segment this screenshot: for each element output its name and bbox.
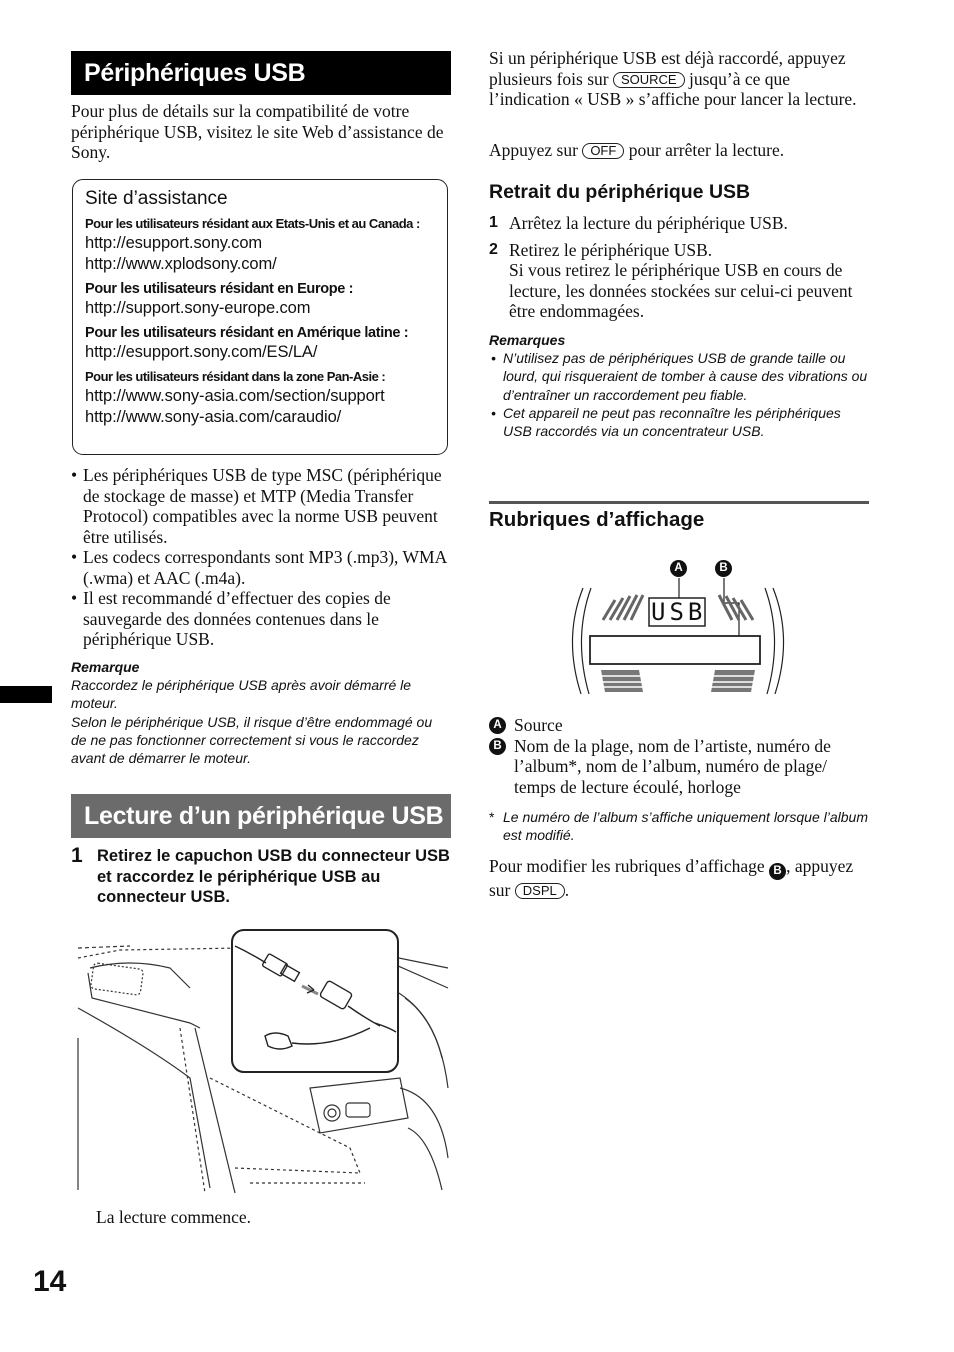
off-paragraph-text-end: pour arrêter la lecture. [628,140,785,160]
remarques-list [489,349,871,440]
off-paragraph [489,140,869,161]
note-line: Selon le périphérique USB, il risque d’être endommagé ou de ne pas fonctionner correctement si vous le raccordez avant de démarrer le moteur. [71,713,433,767]
legend-text: Source [514,715,563,735]
support-url[interactable]: http://support.sony-europe.com [85,299,311,317]
display-legend [489,715,871,797]
compatibility-list [71,465,449,650]
note-heading: Remarque [71,659,140,675]
lcd-source-text: USB [651,598,707,626]
lcd-display-illustration [563,558,793,698]
support-heading-pan-asia: Pour les utilisateurs résidant dans la zone Pan-Asie : [85,369,386,384]
off-button-key: OFF [582,143,624,159]
callout-a: A [670,560,687,577]
support-heading-latin-america: Pour les utilisateurs résidant en Amérique latine : [85,325,409,341]
support-url[interactable]: http://www.sony-asia.com/caraudio/ [85,408,342,426]
support-url[interactable]: http://esupport.sony.com [85,234,263,252]
display-diagram [563,558,793,698]
retrait-step [489,213,869,234]
remarques-block [489,331,871,440]
remarques-heading: Remarques [489,332,566,348]
off-paragraph-text: Appuyez sur [489,140,578,160]
legend-mark-a: A [489,717,506,734]
retrait-steps [489,213,869,322]
section-tab-marker [0,686,52,703]
modify-text: Pour modifier les rubriques d’affichage [489,856,765,876]
note-line: Raccordez le périphérique USB après avoir démarré le moteur. [71,677,412,712]
source-paragraph-text: Si un périphérique USB est déjà raccordé, appuyez plusieurs fois sur [489,48,846,89]
list-item: • Les codecs correspondants sont MP3 (.mp3), WMA (.wma) et AAC (.m4a). [71,547,449,588]
callout-b: B [715,560,732,577]
modify-paragraph [489,856,869,901]
list-item: • Cet appareil ne peut pas reconnaître les périphériques USB raccordés via un concentrateur USB. [491,404,871,441]
retrait-heading: Retrait du périphérique USB [489,181,751,203]
section-divider [489,501,869,504]
support-heading-europe: Pour les utilisateurs résidant en Europe : [85,281,354,297]
source-button-key: SOURCE [613,72,685,88]
support-heading-us-canada: Pour les utilisateurs résidant aux Etats-Unis et au Canada : [85,216,420,231]
support-url[interactable]: http://www.sony-asia.com/section/support [85,387,385,405]
usb-connection-illustration [70,928,450,1193]
step-number: 2 [489,240,498,258]
footnote-mark: * [489,809,495,825]
support-url[interactable]: http://esupport.sony.com/ES/LA/ [85,343,318,361]
modify-text-mid: , appuyez sur [489,856,854,900]
source-paragraph-text-end: jusqu’à ce que l’indication « USB » s’affiche pour lancer la lecture. [489,68,857,109]
support-url[interactable]: http://www.xplodsony.com/ [85,255,277,273]
step-number: 1 [489,214,498,231]
list-item: • N’utilisez pas de périphériques USB de grande taille ou lourd, qui risqueraient de tomber à cause des vibrations ou d’entraîner un raccordement peu fiable. [491,349,871,404]
step-text: Retirez le périphérique USB. [509,239,713,260]
note-block [71,658,451,767]
step-extra-text: Si vous retirez le périphérique USB en cours de lecture, les données stockées sur celui-ci peuvent être endommagées. [509,260,853,321]
legend-mark-b: B [489,738,506,755]
legend-text: Nom de la plage, nom de l’artiste, numéro de l’album*, nom de l’album, numéro de plage/ temps de lecture écoulé, horloge [514,735,831,797]
intro-paragraph: Pour plus de détails sur la compatibilité de votre périphérique USB, visitez le site Web d’assistance de Sony. [71,101,444,162]
retrait-step [489,240,869,322]
rubriques-heading: Rubriques d’affichage [489,508,705,531]
legend-item [489,736,871,798]
list-item: • Il est recommandé d’effectuer des copies de sauvegarde des données contenues dans le périphérique USB. [71,588,449,650]
section-title-usb-playback: Lecture d’un périphérique USB [71,794,451,838]
step-number: 1 [71,844,83,867]
modify-mark-b: B [769,863,786,880]
step-1 [71,846,453,908]
step-text: Retirez le capuchon USB du connecteur USB et raccordez le périphérique USB au connecteur USB. [97,847,450,906]
list-item: • Les périphériques USB de type MSC (périphérique de stockage de masse) et MTP (Media Transfer Protocol) compatibles avec la norme USB peuvent être utilisés. [71,465,449,547]
support-box [72,179,448,455]
legend-item [489,715,871,736]
dspl-button-key: DSPL [515,883,565,899]
step-text: Arrêtez la lecture du périphérique USB. [509,213,788,233]
support-box-title: Site d’assistance [85,188,228,209]
footnote-text: Le numéro de l’album s’affiche uniquement lorsque l’album est modifié. [503,809,868,844]
source-paragraph [489,48,869,110]
modify-text-end: . [564,880,570,900]
section-title-usb-devices: Périphériques USB [71,51,451,95]
footnote [489,808,871,845]
playback-starts-text: La lecture commence. [96,1207,251,1227]
page-number: 14 [33,1265,67,1298]
